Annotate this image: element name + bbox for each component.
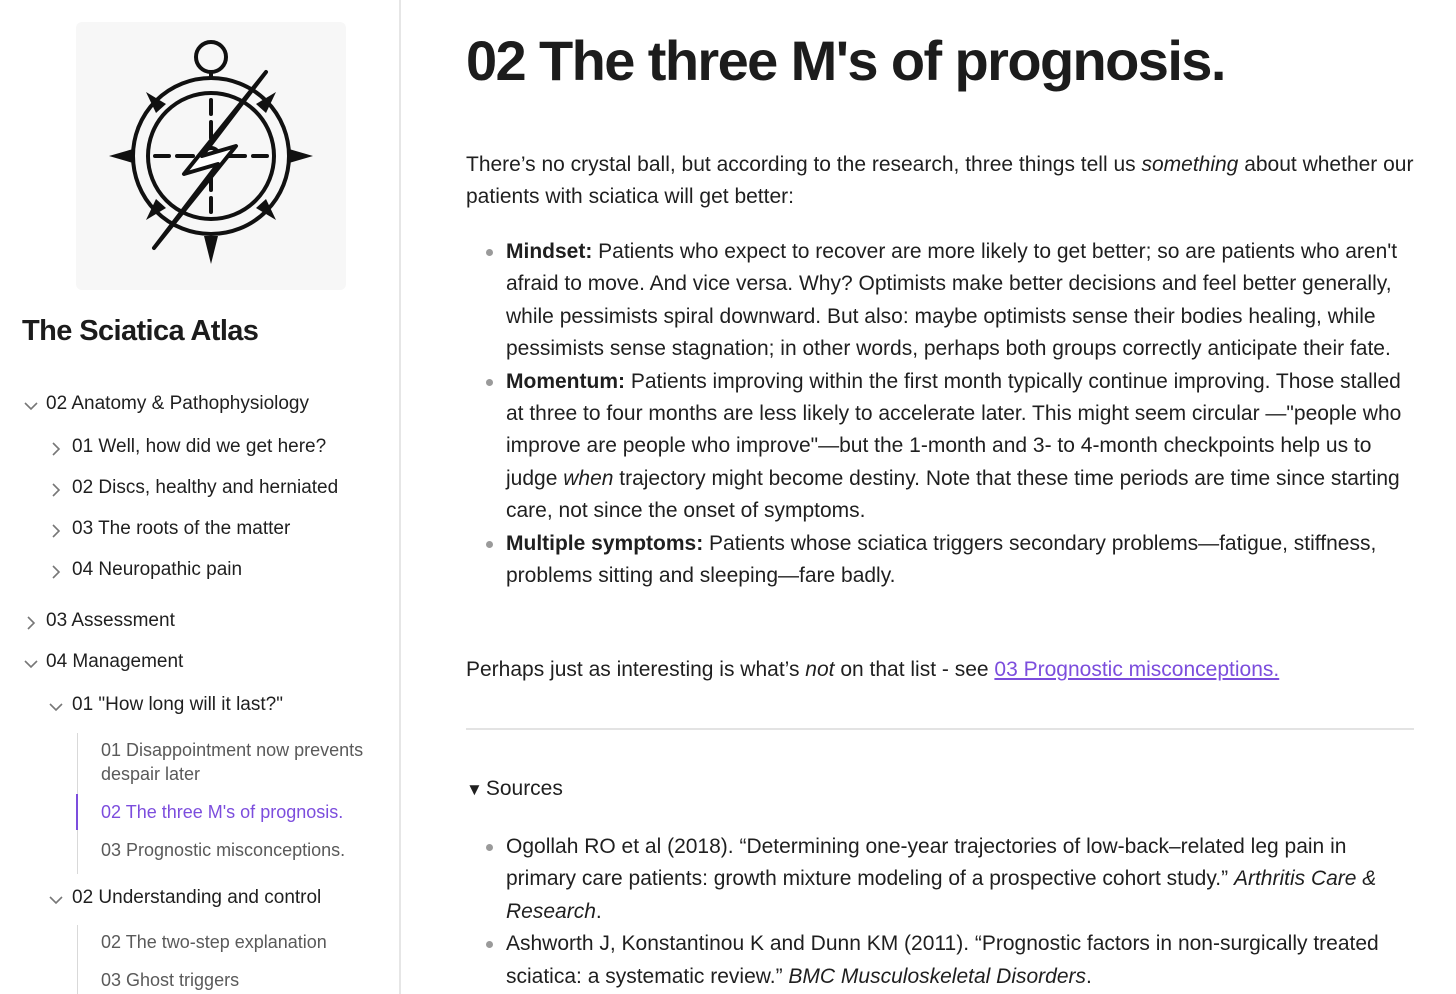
- nav-section-assessment[interactable]: [0, 610, 380, 636]
- closing-paragraph: [466, 654, 1416, 686]
- section-divider: [466, 728, 1414, 730]
- source-journal: BMC Musculoskeletal Disorders: [788, 964, 1087, 988]
- bullet: [486, 379, 493, 386]
- nav-active-indicator: [76, 794, 78, 830]
- intro-text-end: about whether our patients with sciatica will get better:: [466, 153, 1414, 208]
- chevron-down-icon: [24, 402, 38, 411]
- nav-item-understanding-and-control[interactable]: [0, 887, 380, 913]
- intro-emphasis: something: [1141, 153, 1239, 176]
- point-text: Patients whose sciatica triggers secondary problems—fatigue, stiffness, problems sitting and sleeping—fare badly.: [506, 531, 1377, 588]
- source-end: .: [595, 899, 602, 923]
- chevron-right-icon: [52, 565, 61, 579]
- nav-tree-guide: [77, 925, 78, 994]
- nav-page-disappointment[interactable]: 01 Disappointment now prevents despair later: [101, 740, 364, 784]
- list-item: [466, 528, 1416, 593]
- site-logo[interactable]: [76, 22, 346, 290]
- closing-text-mid: on that list - see: [834, 658, 995, 681]
- list-item: [466, 366, 1416, 528]
- sources-toggle[interactable]: [466, 777, 563, 801]
- prognostic-misconceptions-link[interactable]: 03 Prognostic misconceptions.: [994, 658, 1280, 681]
- source-end: .: [1086, 964, 1092, 988]
- point-term: Momentum:: [506, 369, 625, 393]
- nav-section-label: 03 Assessment: [46, 610, 175, 631]
- nav-item-how-long-will-it-last[interactable]: [0, 694, 380, 720]
- prognosis-points-list: [466, 236, 1416, 592]
- sidebar: [0, 0, 401, 994]
- nav-item-label: 02 Discs, healthy and herniated: [72, 477, 339, 498]
- chevron-down-icon: [24, 660, 38, 669]
- nav-page-ghost-triggers[interactable]: 03 Ghost triggers: [101, 970, 240, 990]
- closing-text: Perhaps just as interesting is what’s: [466, 658, 806, 681]
- site-title[interactable]: The Sciatica Atlas: [22, 315, 259, 347]
- point-text: Patients improving within the first month typically continue improving. Those stalled at three to four months are less likely to accelerate later. This might seem circular —"people who improve are people who improve"—but the 1-month and 3- to 4-month checkpoints help us to judge: [506, 369, 1402, 490]
- nav-page-three-ms-of-prognosis[interactable]: 02 The three M's of prognosis.: [101, 802, 344, 822]
- chevron-down-icon: [49, 703, 63, 712]
- bullet: [486, 249, 493, 256]
- bullet: [486, 541, 493, 548]
- nav-item-neuropathic-pain[interactable]: [0, 559, 380, 585]
- page-title: 02 The three M's of prognosis.: [466, 29, 1225, 92]
- list-item: [466, 831, 1416, 928]
- article: [466, 0, 1426, 994]
- chevron-right-icon: [52, 442, 61, 456]
- source-citation: Ashworth J, Konstantinou K and Dunn KM (2011). “Prognostic factors in non-surgically treated sciatica: a systematic review.”: [506, 932, 1379, 988]
- chevron-down-icon: [49, 896, 63, 905]
- nav-page-prognostic-misconceptions[interactable]: 03 Prognostic misconceptions.: [101, 840, 346, 860]
- intro-text: There’s no crystal ball, but according to the research, three things tell us: [466, 153, 1142, 176]
- point-term: Mindset:: [506, 240, 593, 263]
- compass-lightning-icon: [76, 22, 346, 290]
- list-item: [466, 236, 1416, 366]
- triangle-down-icon: ▼: [466, 780, 483, 799]
- nav-item-roots[interactable]: [0, 518, 380, 544]
- chevron-right-icon: [52, 483, 61, 497]
- nav-item-label: 02 Understanding and control: [72, 887, 322, 908]
- nav-item-label: 04 Neuropathic pain: [72, 559, 243, 580]
- nav-page-two-step-explanation[interactable]: 02 The two-step explanation: [101, 932, 327, 952]
- bullet: [486, 844, 493, 851]
- nav-item-well-how-did-we-get-here[interactable]: [0, 436, 380, 462]
- nav-item-label: 01 Well, how did we get here?: [72, 436, 327, 457]
- point-text: Patients who expect to recover are more likely to get better; so are patients who aren't afraid to move. And vice versa. Why? Optimists make better decisions and feel better generally, while pessimists spiral downward. But also: maybe optimists sense their bodies healing, while pessimists sense stagnation; in other words, perhaps both groups correctly anticipate their fate.: [506, 240, 1398, 361]
- point-term: Multiple symptoms:: [506, 531, 704, 555]
- list-item: [466, 928, 1416, 993]
- intro-paragraph: [466, 149, 1416, 213]
- point-emphasis: when: [563, 466, 614, 490]
- nav-section-anatomy[interactable]: [0, 393, 380, 419]
- nav-item-discs[interactable]: [0, 477, 380, 503]
- nav-section-label: 04 Management: [46, 651, 184, 672]
- nav-section-label: 02 Anatomy & Pathophysiology: [46, 393, 310, 414]
- point-text-end: trajectory might become destiny. Note that these time periods are time since starting care, not since the onset of symptoms.: [506, 466, 1400, 523]
- bullet: [486, 941, 493, 948]
- nav-item-label: 01 "How long will it last?": [72, 694, 283, 715]
- chevron-right-icon: [52, 524, 61, 538]
- sources-list: [466, 831, 1416, 993]
- closing-emphasis: not: [805, 658, 835, 681]
- source-journal: Arthritis Care & Research: [506, 867, 1377, 923]
- nav-item-label: 03 The roots of the matter: [72, 518, 291, 539]
- nav-section-management[interactable]: [0, 651, 380, 677]
- chevron-right-icon: [27, 616, 36, 630]
- sources-toggle-label: Sources: [485, 777, 563, 800]
- source-citation: Ogollah RO et al (2018). “Determining one-year trajectories of low-back–related leg pain in primary care patients: growth mixture modeling of a prospective cohort study.”: [506, 835, 1347, 891]
